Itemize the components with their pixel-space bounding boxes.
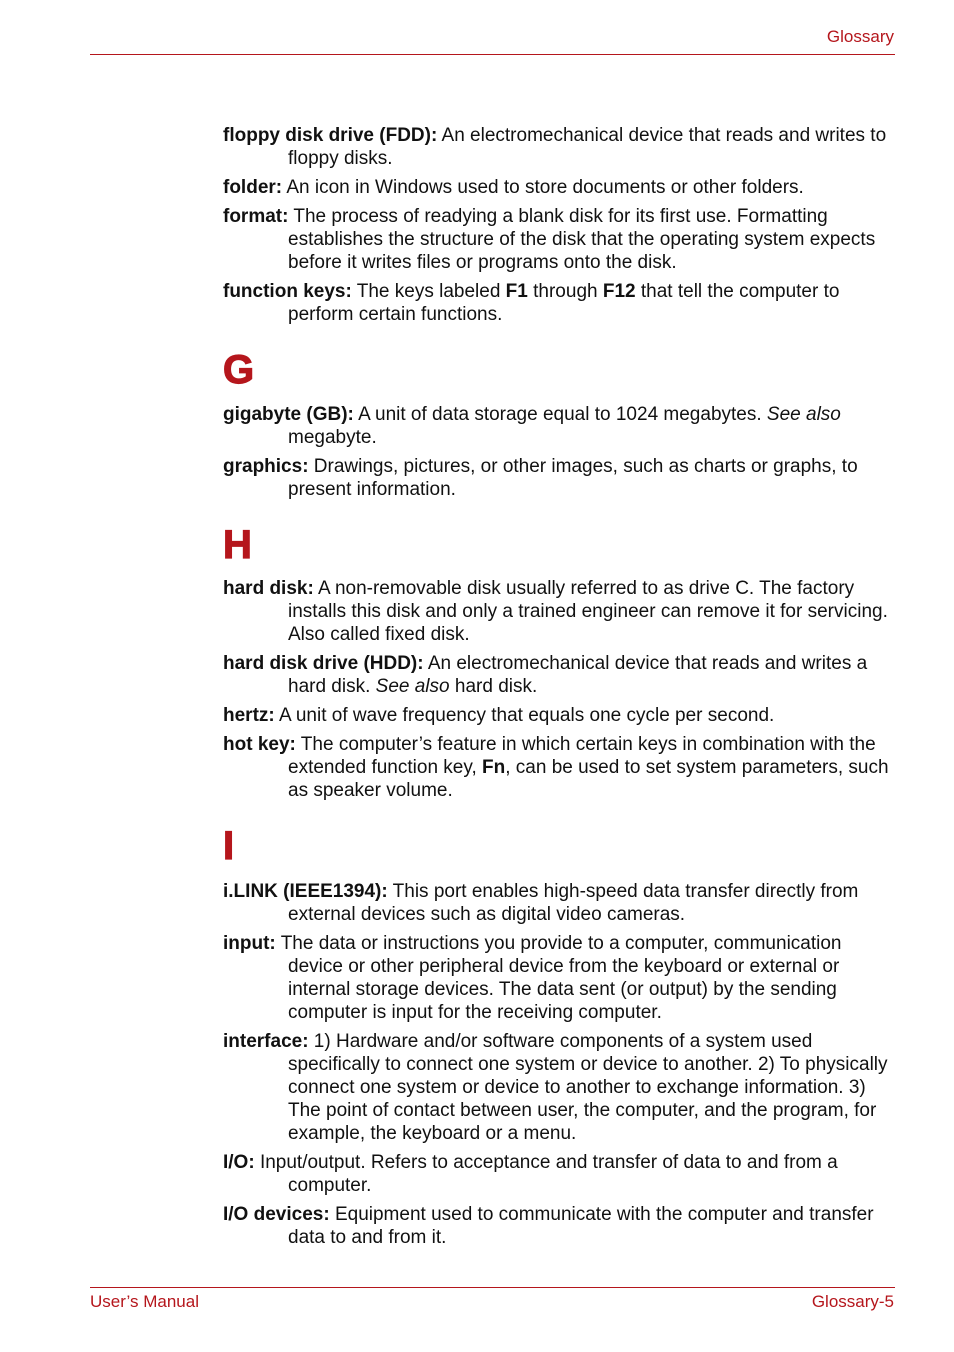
glossary-term: gigabyte (GB): <box>223 404 354 425</box>
glossary-term: hertz: <box>223 705 275 726</box>
glossary-entry <box>223 652 893 698</box>
glossary-definition: Input/output. Refers to acceptance and transfer of data to and from a computer. <box>254 1152 838 1196</box>
section-letter-g: G <box>223 348 255 392</box>
glossary-entry <box>223 1151 893 1197</box>
glossary-definition: This port enables high-speed data transfer directly from external devices such as digital video cameras. <box>288 881 859 925</box>
glossary-entry <box>223 176 893 199</box>
glossary-definition: , can be used to set system parameters, such as speaker volume. <box>288 757 889 801</box>
glossary-entry <box>223 124 893 170</box>
glossary-definition: The keys labeled <box>351 281 506 302</box>
glossary-definition: hard disk. <box>449 676 538 697</box>
section-letter-h: H <box>223 523 252 567</box>
footer-manual-title: User’s Manual <box>90 1292 199 1311</box>
glossary-term: graphics: <box>223 456 309 477</box>
glossary-definition: The process of readying a blank disk for its first use. Formatting establishes the structure of the disk that the operating system expects before it writes files or programs onto the disk. <box>288 206 876 273</box>
glossary-entry <box>223 733 893 802</box>
glossary-entry <box>223 932 893 1024</box>
glossary-definition: The data or instructions you provide to a computer, communication device or other peripheral device from the keyboard or external or internal storage devices. The data sent (or output) by the sending computer is input for the receiving computer. <box>275 933 842 1023</box>
footer-rule <box>90 1287 895 1288</box>
glossary-entry <box>223 880 893 926</box>
glossary-definition: An icon in Windows used to store documents or other folders. <box>282 177 804 198</box>
glossary-definition: through <box>527 281 603 302</box>
glossary-term: hard disk: <box>223 578 314 599</box>
footer-page-number: Glossary-5 <box>811 1292 894 1311</box>
glossary-definition: 1) Hardware and/or software components of a system used specifically to connect one system or device to another. 2) To physically connect one system or device to another to exchange information. 3) The point of contact between user, the computer, and the program, for example, the keyboard or a menu. <box>288 1031 888 1144</box>
glossary-definition: Drawings, pictures, or other images, such as charts or graphs, to present information. <box>288 456 858 500</box>
glossary-entry <box>223 455 893 501</box>
glossary-term: i.LINK (IEEE1394): <box>223 881 388 902</box>
key-name: F12 <box>602 281 636 302</box>
glossary-term: I/O devices: <box>223 1204 330 1225</box>
glossary-definition: megabyte. <box>288 427 377 448</box>
glossary-definition: An electromechanical device that reads and writes to floppy disks. <box>288 125 887 169</box>
glossary-entry <box>223 205 893 274</box>
header-rule <box>90 54 895 55</box>
glossary-entry <box>223 577 893 646</box>
glossary-term: hard disk drive (HDD): <box>223 653 424 674</box>
glossary-definition: A non-removable disk usually referred to as drive C. The factory installs this disk and only a trained engineer can remove it for servicing. Also called fixed disk. <box>288 578 888 645</box>
glossary-definition: A unit of data storage equal to 1024 megabytes. <box>353 404 767 425</box>
key-name: Fn <box>482 757 506 778</box>
glossary-term: interface: <box>223 1031 309 1052</box>
glossary-term: hot key: <box>223 734 296 755</box>
glossary-entry <box>223 1030 893 1145</box>
glossary-entry <box>223 1203 893 1249</box>
glossary-term: I/O: <box>223 1152 255 1173</box>
glossary-term: function keys: <box>223 281 352 302</box>
glossary-definition: that tell the computer to perform certain functions. <box>288 281 840 325</box>
header-title: Glossary <box>826 27 894 46</box>
see-also: See also <box>766 404 841 425</box>
section-letter-i: I <box>223 824 235 868</box>
glossary-entry <box>223 403 893 449</box>
key-name: F1 <box>505 281 528 302</box>
glossary-entry <box>223 280 893 326</box>
glossary-definition: The computer’s feature in which certain keys in combination with the extended function key, <box>288 734 876 778</box>
glossary-entry <box>223 704 893 727</box>
glossary-content <box>223 124 893 1255</box>
glossary-term: format: <box>223 206 289 227</box>
glossary-term: folder: <box>223 177 283 198</box>
glossary-term: floppy disk drive (FDD): <box>223 125 438 146</box>
see-also: See also <box>375 676 450 697</box>
glossary-definition: An electromechanical device that reads and writes a hard disk. <box>288 653 868 697</box>
glossary-term: input: <box>223 933 276 954</box>
glossary-definition: Equipment used to communicate with the computer and transfer data to and from it. <box>288 1204 874 1248</box>
glossary-definition: A unit of wave frequency that equals one cycle per second. <box>274 705 775 726</box>
